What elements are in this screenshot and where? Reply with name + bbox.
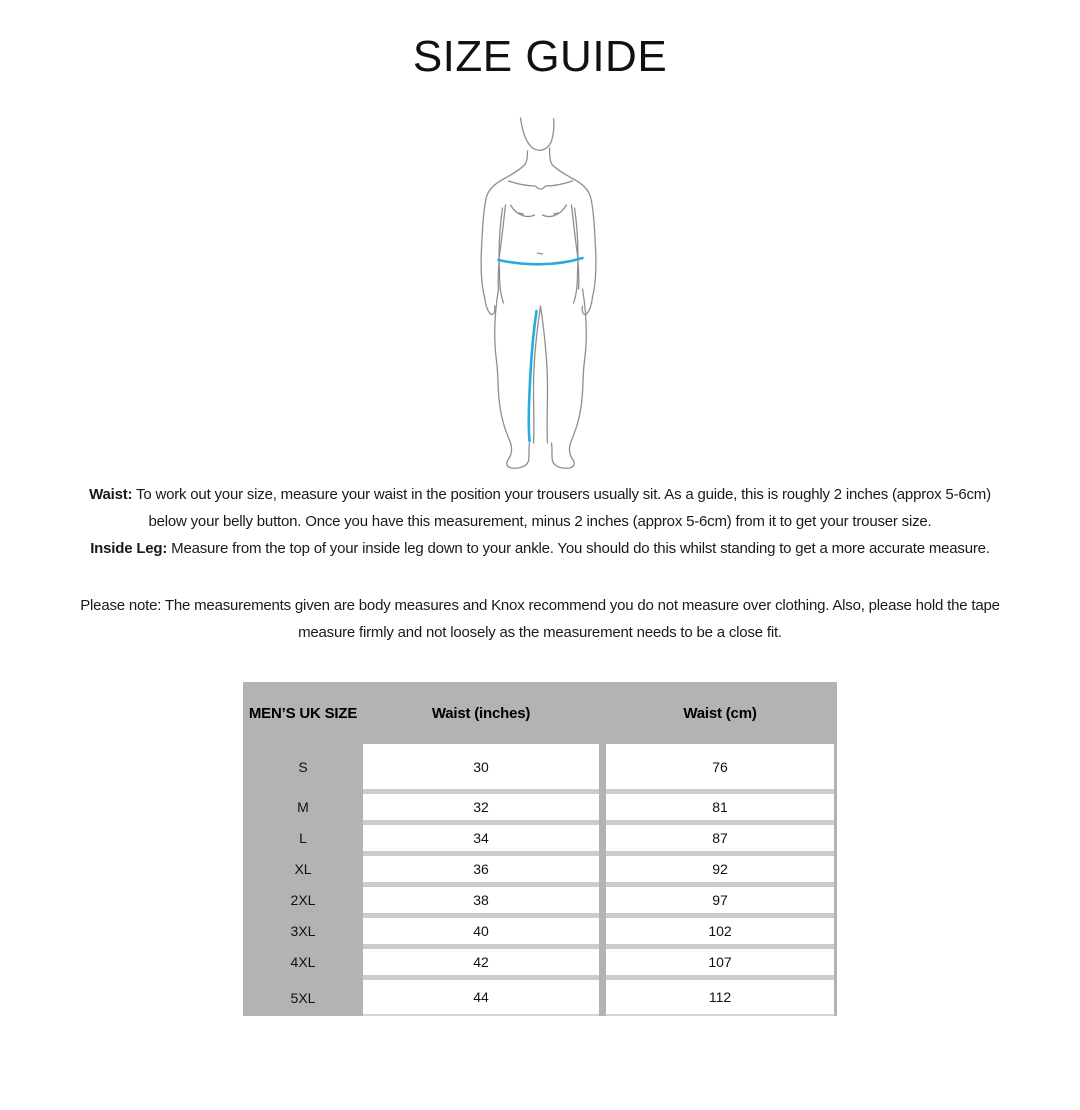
size-table-header xyxy=(243,682,834,744)
neck-right xyxy=(549,148,571,178)
size-cell: S xyxy=(298,758,308,775)
size-table xyxy=(243,682,837,1016)
header-cell-size: MEN’S UK SIZE xyxy=(248,704,358,722)
table-row xyxy=(243,851,834,882)
waist-cm-cell: 107 xyxy=(606,944,834,975)
note-line1: Please note: The measurements given are body measures and Knox recommend you do not measure over clothing. Also, please hold the tape xyxy=(80,597,1000,614)
waist-instruction-text1: To work out your size, measure your waist in the position your trousers usually sit. As a guide, this is roughly 2 inches (approx 5-6cm) xyxy=(136,486,991,503)
body-outline-strokes xyxy=(481,118,596,468)
waist-cm-cell: 102 xyxy=(606,913,834,944)
gutter xyxy=(599,744,606,789)
inside-leg-instruction xyxy=(0,535,1080,562)
right-leg-outer xyxy=(551,289,586,468)
inside-leg-measure-line xyxy=(528,311,536,441)
size-cell: 5XL xyxy=(290,990,316,1006)
table-row xyxy=(243,882,834,913)
waist-inches-cell: 40 xyxy=(363,913,599,944)
note-text xyxy=(0,592,1080,646)
page-title: SIZE GUIDE xyxy=(412,32,668,81)
size-cell: 2XL xyxy=(290,892,316,908)
measurement-lines xyxy=(498,258,582,441)
waist-cm-cell: 76 xyxy=(606,744,834,789)
note-line2: measure firmly and not loosely as the measurement needs to be a close fit. xyxy=(298,624,782,641)
waist-cm-cell: 81 xyxy=(606,789,834,820)
navel xyxy=(537,253,542,254)
size-cell: 3XL xyxy=(290,923,316,939)
collarbone xyxy=(508,181,572,189)
table-row xyxy=(243,975,834,1016)
gutter xyxy=(599,851,606,882)
pec-right xyxy=(542,205,566,217)
head-outline xyxy=(520,118,553,150)
waist-measure-line xyxy=(498,258,582,264)
waist-label: Waist: xyxy=(89,486,133,503)
header-cell-waist-cm: Waist (cm) xyxy=(683,704,757,722)
neck-left xyxy=(505,151,527,178)
gutter xyxy=(599,975,606,1016)
left-arm-outer xyxy=(481,178,505,315)
gutter xyxy=(599,789,606,820)
left-leg-outer xyxy=(494,289,529,468)
body-outline-svg xyxy=(479,113,602,471)
waist-inches-cell: 42 xyxy=(363,944,599,975)
size-cell: M xyxy=(297,799,309,815)
waist-inches-cell: 38 xyxy=(363,882,599,913)
gutter xyxy=(599,882,606,913)
waist-cm-cell: 97 xyxy=(606,882,834,913)
table-row xyxy=(243,913,834,944)
pec-left xyxy=(510,205,534,217)
waist-inches-cell: 34 xyxy=(363,820,599,851)
right-leg-inner xyxy=(540,306,547,443)
header-cell-waist-inches: Waist (inches) xyxy=(431,704,531,722)
waist-inches-cell: 32 xyxy=(363,789,599,820)
waist-cm-cell: 92 xyxy=(606,851,834,882)
table-row xyxy=(243,789,834,820)
size-cell: 4XL xyxy=(290,954,316,970)
measuring-instructions xyxy=(0,481,1080,562)
gutter xyxy=(599,820,606,851)
size-cell: XL xyxy=(294,861,312,877)
waist-cm-cell: 112 xyxy=(606,975,834,1016)
gutter xyxy=(599,944,606,975)
waist-instruction-line2: below your belly button. Once you have this measurement, minus 2 inches (approx 5-6cm) from it to get your trouser size. xyxy=(148,513,932,530)
inside-leg-instruction-text: Measure from the top of your inside leg down to your ankle. You should do this whilst standing to get a more accurate measure. xyxy=(171,540,990,557)
waist-inches-cell: 36 xyxy=(363,851,599,882)
gutter xyxy=(599,913,606,944)
table-row xyxy=(243,944,834,975)
waist-instruction-line1 xyxy=(0,481,1080,508)
male-figure-illustration xyxy=(0,113,1080,471)
waist-cm-cell: 87 xyxy=(606,820,834,851)
inside-leg-label: Inside Leg: xyxy=(90,540,168,557)
table-row xyxy=(243,820,834,851)
table-row xyxy=(243,744,834,789)
size-cell: L xyxy=(299,830,307,846)
waist-inches-cell: 44 xyxy=(363,975,599,1016)
waist-inches-cell: 30 xyxy=(363,744,599,789)
